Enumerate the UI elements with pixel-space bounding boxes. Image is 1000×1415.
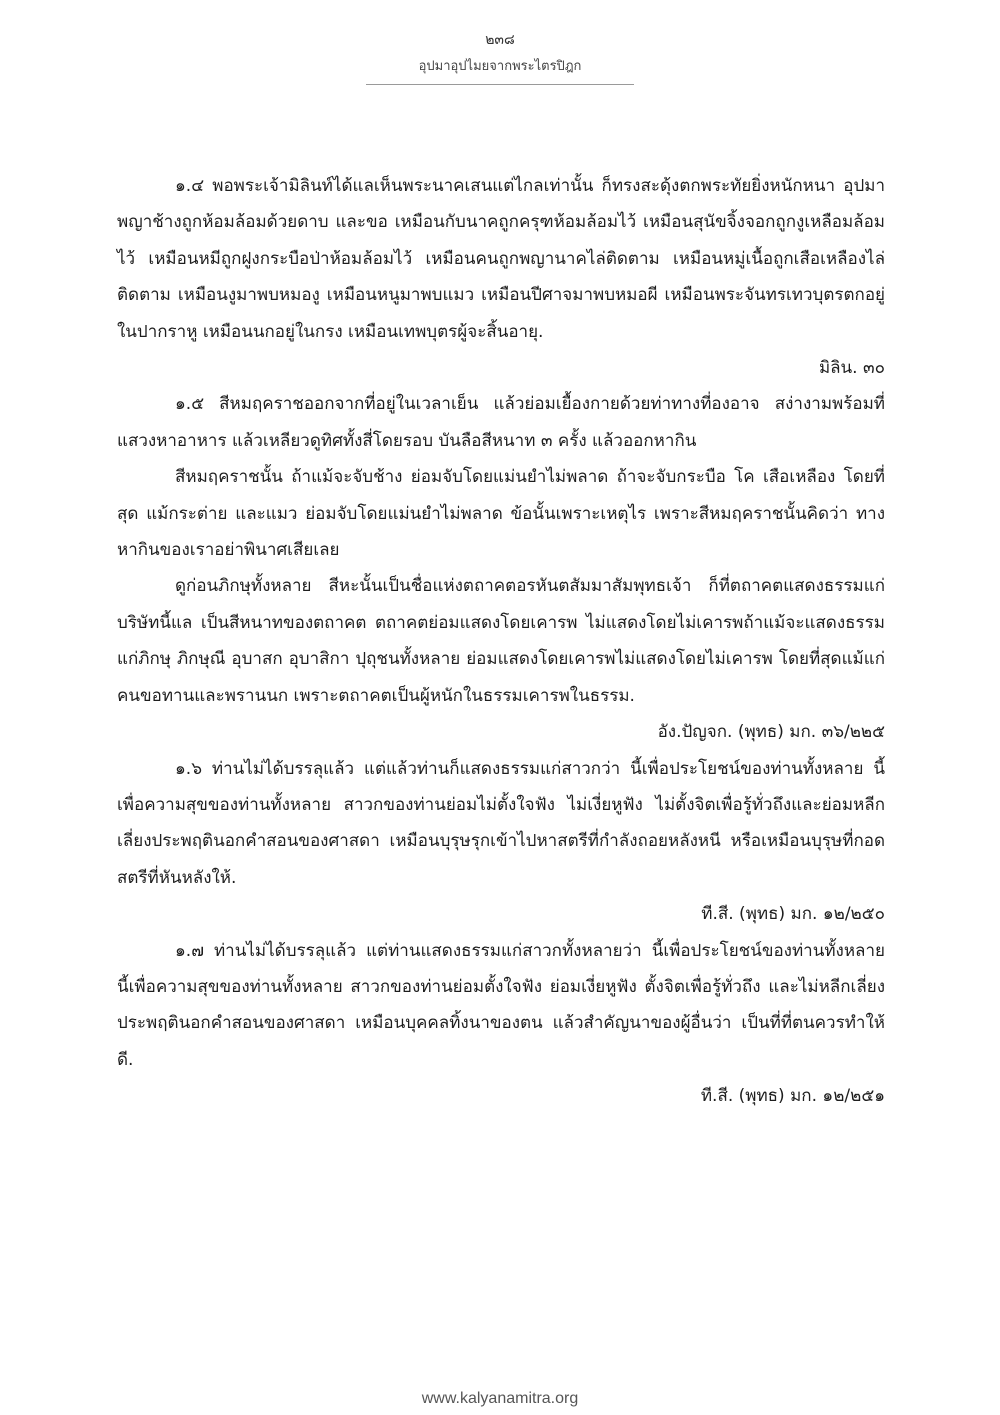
paragraph-1-5-lion: สีหมฤคราชนั้น ถ้าแม้จะจับช้าง ย่อมจับโดยแม่นยำไม่พลาด ถ้าจะจับกระบือ โค เสือเหลือง โดยที่สุด แม้กระต่าย และแมว ย่อมจับโดยแม่นยำไม่พลาด ข้อนั้นเพราะเหตุไร เพราะสีหมฤคราชนั้นคิดว่า ทางหากินของเราอย่าพินาศเสียเลย <box>117 467 885 561</box>
paragraph-1-6: ๑.๖ ท่านไม่ได้บรรลุแล้ว แต่แล้วท่านก็แสดงธรรมแก่สาวกว่า นี้เพื่อประโยชน์ของท่านทั้งหลาย นี้เพื่อความสุขของท่านทั้งหลาย สาวกของท่านย่อมไม่ตั้งใจฟัง ไม่เงี่ยหูฟัง ไม่ตั้งจิตเพื่อรู้ทั่วถึงและย่อมหลีกเลี่ยงประพฤตินอกคำสอนของศาสดา เหมือนบุรุษรุกเข้าไปหาสตรีที่กำลังถอยหลังหนี หรือเหมือนบุรุษที่กอดสตรีที่หันหลังให้. <box>117 758 885 888</box>
page-number: ๒๓๘ <box>485 32 515 48</box>
reference-1-4: มิลิน. ๓๐ <box>818 358 885 379</box>
footer-website: www.kalyanamitra.org <box>421 1390 579 1407</box>
header-divider <box>366 84 634 85</box>
paragraph-1-5: ๑.๕ สีหมฤคราชออกจากที่อยู่ในเวลาเย็น แล้วย่อมเยื้องกายด้วยท่าทางที่องอาจ สง่างามพร้อมที่แสวงหาอาหาร แล้วเหลียวดูทิศทั้งสี่โดยรอบ บันลือสีหนาท ๓ ครั้ง แล้วออกหากิน <box>117 394 885 451</box>
book-title: อุปมาอุปไมยจากพระไตรปิฎก <box>418 59 582 74</box>
page-body <box>117 168 885 1115</box>
paragraph-1-7: ๑.๗ ท่านไม่ได้บรรลุแล้ว แต่ท่านแสดงธรรมแก่สาวกทั้งหลายว่า นี้เพื่อประโยชน์ของท่านทั้งหลาย นี้เพื่อความสุขของท่านทั้งหลาย สาวกของท่านย่อมตั้งใจฟัง ย่อมเงี่ยหูฟัง ตั้งจิตเพื่อรู้ทั่วถึง และไม่หลีกเลี่ยงประพฤตินอกคำสอนของศาสดา เหมือนบุคคลทิ้งนาของตน แล้วสำคัญนาของผู้อื่นว่า เป็นที่ที่ตนควรทำให้ดี. <box>117 940 885 1070</box>
paragraph-1-4: ๑.๔ พอพระเจ้ามิลินท์ได้แลเห็นพระนาคเสนแต่ไกลเท่านั้น ก็ทรงสะดุ้งตกพระทัยยิ่งหนักหนา อุปมาพญาช้างถูกห้อมล้อมด้วยดาบ และขอ เหมือนกับนาคถูกครุฑห้อมล้อมไว้ เหมือนสุนัขจิ้งจอกถูกงูเหลือมล้อมไว้ เหมือนหมีถูกฝูงกระบือป่าห้อมล้อมไว้ เหมือนคนถูกพญานาคไล่ติดตาม เหมือนหมู่เนื้อถูกเสือเหลืองไล่ติดตาม เหมือนงูมาพบหมองู เหมือนหนูมาพบแมว เหมือนปีศาจมาพบหมอผี เหมือนพระจันทรเทวบุตรตกอยู่ในปากราหู เหมือนนกอยู่ในกรง เหมือนเทพบุตรผู้จะสิ้นอายุ. <box>117 176 885 342</box>
reference-1-5: อัง.ปัญจก. (พุทธ) มก. ๓๖/๒๒๕ <box>657 722 885 743</box>
page-header <box>0 30 1000 85</box>
reference-1-6: ที.สี. (พุทธ) มก. ๑๒/๒๕๐ <box>701 904 885 925</box>
paragraph-1-5-monks: ดูก่อนภิกษุทั้งหลาย สีหะนั้นเป็นชื่อแห่งตถาคตอรหันตสัมมาสัมพุทธเจ้า ก็ที่ตถาคตแสดงธรรมแก่บริษัทนี้แล เป็นสีหนาทของตถาคต ตถาคตย่อมแสดงโดยเคารพ ไม่แสดงโดยไม่เคารพถ้าแม้จะแสดงธรรมแก่ภิกษุ ภิกษุณี อุบาสก อุบาสิกา ปุถุชนทั้งหลาย ย่อมแสดงโดยเคารพไม่แสดงโดยไม่เคารพ โดยที่สุดแม้แก่คนขอทานและพรานนก เพราะตถาคตเป็นผู้หนักในธรรมเคารพในธรรม. <box>117 576 885 706</box>
reference-1-7: ที.สี. (พุทธ) มก. ๑๒/๒๕๑ <box>700 1086 885 1107</box>
